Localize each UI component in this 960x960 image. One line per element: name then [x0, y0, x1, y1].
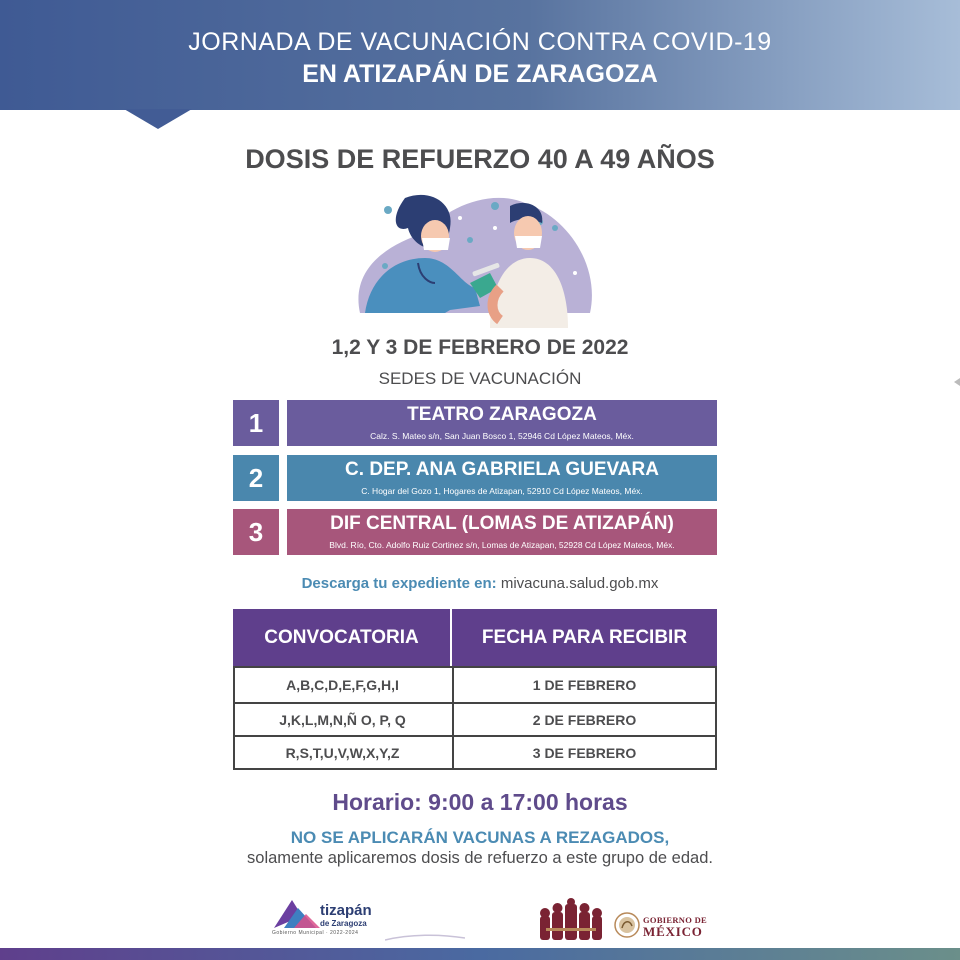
- download-line: [0, 575, 960, 592]
- venue-name: DIF CENTRAL (LOMAS DE ATIZAPÁN): [330, 513, 674, 534]
- header-line1: JORNADA DE VACUNACIÓN CONTRA COVID-19: [188, 28, 772, 56]
- header-line2: EN ATIZAPÁN DE ZARAGOZA: [302, 60, 658, 88]
- schedule-hours: Horario: 9:00 a 17:00 horas: [332, 789, 628, 815]
- vaccination-dates: 1,2 Y 3 DE FEBRERO DE 2022: [331, 336, 629, 359]
- download-url[interactable]: mivacuna.salud.gob.mx: [500, 575, 659, 592]
- venue-name: TEATRO ZARAGOZA: [407, 404, 597, 425]
- table-cell-letters: A,B,C,D,E,F,G,H,I: [286, 677, 399, 693]
- atizapan-logo-tagline: Gobierno Municipal · 2022-2024: [272, 930, 359, 936]
- vaccination-illustration: [350, 188, 600, 333]
- schedule-table: [233, 609, 717, 770]
- venue-box: [287, 509, 717, 555]
- page-title: DOSIS DE REFUERZO 40 A 49 AÑOS: [245, 144, 715, 174]
- table-header-fecha: FECHA PARA RECIBIR: [481, 627, 688, 648]
- atizapan-logo: [272, 898, 392, 942]
- venue-address: Calz. S. Mateo s/n, San Juan Bosco 1, 52946 Cd López Mateos, Méx.: [370, 431, 634, 441]
- gobierno-line1: GOBIERNO DE: [643, 915, 707, 925]
- download-label: Descarga tu expediente en:: [301, 575, 497, 592]
- atizapan-logo-icon: [272, 898, 322, 930]
- table-row: [233, 666, 717, 704]
- header-notch: [124, 109, 192, 129]
- venue-number: 3: [233, 509, 279, 555]
- eagle-seal-icon: [614, 912, 640, 938]
- atizapan-logo-subtitle: de Zaragoza: [320, 919, 367, 928]
- gobierno-line2: MÉXICO: [643, 924, 703, 939]
- table-row: [233, 704, 717, 737]
- table-cell-date: 3 DE FEBRERO: [452, 737, 715, 768]
- table-cell-date: 1 DE FEBRERO: [452, 668, 715, 702]
- venue-box: [287, 400, 717, 446]
- table-cell-date: 2 DE FEBRERO: [452, 704, 715, 735]
- table-row: [233, 737, 717, 770]
- header-banner: [0, 0, 960, 110]
- venues-title: SEDES DE VACUNACIÓN: [378, 369, 582, 388]
- venue-number: 2: [233, 455, 279, 501]
- venue-name: C. DEP. ANA GABRIELA GUEVARA: [345, 459, 659, 480]
- venue-box: [287, 455, 717, 501]
- table-header: [233, 609, 717, 666]
- gobierno-mexico-logo: [538, 898, 718, 942]
- venue-address: Blvd. Río, Cto. Adolfo Ruiz Cortinez s/n, Lomas de Atizapan, 52928 Cd López Mateos, Méx.: [329, 540, 675, 550]
- venue-1: [233, 400, 717, 446]
- decorative-swoosh: [385, 932, 465, 942]
- venue-number: 1: [233, 400, 279, 446]
- heroes-icon: [538, 898, 610, 940]
- warning-text: NO SE APLICARÁN VACUNAS A REZAGADOS,: [290, 828, 670, 847]
- atizapan-logo-name: tizapán: [320, 902, 372, 919]
- bottom-bar: [0, 948, 960, 960]
- venue-2: [233, 455, 717, 501]
- note-text: solamente aplicaremos dosis de refuerzo a este grupo de edad.: [247, 849, 713, 867]
- venue-3: [233, 509, 717, 555]
- table-cell-letters: R,S,T,U,V,W,X,Y,Z: [285, 744, 400, 761]
- venue-address: C. Hogar del Gozo 1, Hogares de Atizapan, 52910 Cd López Mateos, Méx.: [361, 486, 643, 496]
- table-header-convocatoria: CONVOCATORIA: [264, 627, 419, 648]
- table-cell-letters: J,K,L,M,N,Ñ O, P, Q: [279, 711, 406, 728]
